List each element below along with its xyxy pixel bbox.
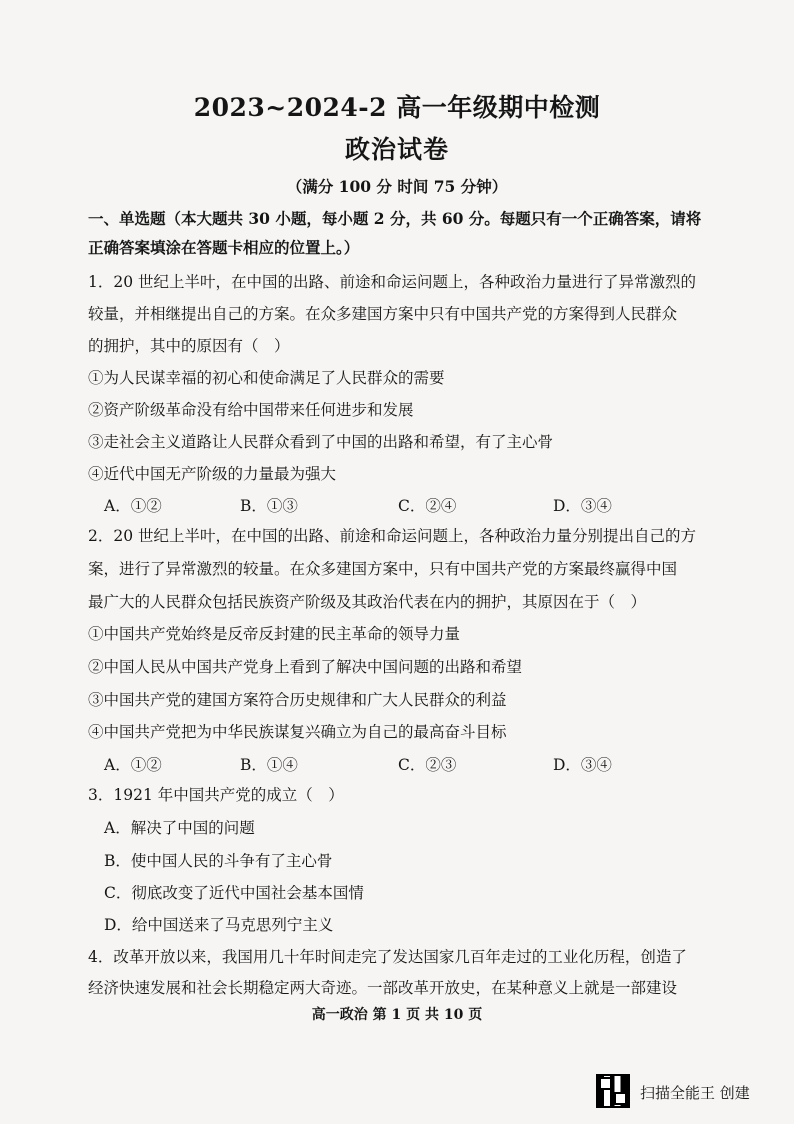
q2-item-2: ②中国人民从中国共产党身上看到了解决中国问题的出路和希望 <box>88 658 523 676</box>
exam-title: 2023~2024-2 高一年级期中检测 <box>193 93 601 122</box>
q2-stem-line1: 2．20 世纪上半叶，在中国的出路、前途和命运问题上，各种政治力量分别提出自己的方 <box>88 527 697 545</box>
q3-option-b: B．使中国人民的斗争有了主心骨 <box>104 852 333 870</box>
page-footer: 高一政治 第 1 页 共 10 页 <box>311 1007 483 1023</box>
q2-option-c: C．②③ <box>398 756 457 774</box>
q2-item-3: ③中国共产党的建国方案符合历史规律和广大人民群众的利益 <box>88 691 507 709</box>
section-instruction-line2: 正确答案填涂在答题卡相应的位置上。） <box>88 238 360 257</box>
q1-option-c: C．②④ <box>398 497 457 515</box>
q1-stem-line2: 较量，并相继提出自己的方案。在众多建国方案中只有中国共产党的方案得到人民群众 <box>88 305 678 323</box>
q1-option-d: D．③④ <box>553 497 612 515</box>
q4-stem-line1: 4．改革开放以来，我国用几十年时间走完了发达国家几百年走过的工业化历程，创造了 <box>88 948 687 966</box>
q3-stem-line1: 3．1921 年中国共产党的成立（ ） <box>88 786 344 804</box>
exam-meta: （满分 100 分 时间 75 分钟） <box>286 177 508 196</box>
q1-option-a: A．①② <box>104 497 162 515</box>
q2-item-4: ④中国共产党把为中华民族谋复兴确立为自己的最高奋斗目标 <box>88 723 507 741</box>
q2-stem-line2: 案，进行了异常激烈的较量。在众多建国方案中，只有中国共产党的方案最终赢得中国 <box>88 560 678 578</box>
q1-item-2: ②资产阶级革命没有给中国带来任何进步和发展 <box>88 401 414 419</box>
section-instruction-line1: 一、单选题（本大题共 30 小题，每小题 2 分，共 60 分。每题只有一个正确答案，请将 <box>88 209 702 228</box>
q1-item-1: ①为人民谋幸福的初心和使命满足了人民群众的需要 <box>88 369 445 387</box>
q3-option-c: C．彻底改变了近代中国社会基本国情 <box>104 884 364 902</box>
q2-item-1: ①中国共产党始终是反帝反封建的民主革命的领导力量 <box>88 625 461 643</box>
q1-item-3: ③走社会主义道路让人民群众看到了中国的出路和希望，有了主心骨 <box>88 433 554 451</box>
q3-option-a: A．解决了中国的问题 <box>104 819 255 837</box>
q1-option-b: B．①③ <box>240 497 298 515</box>
q3-option-d: D．给中国送来了马克思列宁主义 <box>104 916 334 934</box>
scanner-watermark: 扫描全能王 创建 <box>640 1084 750 1102</box>
q1-item-4: ④近代中国无产阶级的力量最为强大 <box>88 465 337 483</box>
q2-option-d: D．③④ <box>553 756 612 774</box>
q2-option-a: A．①② <box>104 756 162 774</box>
q1-stem-line1: 1．20 世纪上半叶，在中国的出路、前途和命运问题上，各种政治力量进行了异常激烈的 <box>88 273 697 291</box>
exam-subtitle: 政治试卷 <box>344 135 449 164</box>
qr-code-icon <box>596 1074 630 1108</box>
q2-stem-line3: 最广大的人民群众包括民族资产阶级及其政治代表在内的拥护，其原因在于（ ） <box>88 593 647 611</box>
q4-stem-line2: 经济快速发展和社会长期稳定两大奇迹。一部改革开放史，在某种意义上就是一部建设 <box>88 979 678 997</box>
q2-option-b: B．①④ <box>240 756 298 774</box>
q1-stem-line3: 的拥护，其中的原因有（ ） <box>88 337 290 355</box>
